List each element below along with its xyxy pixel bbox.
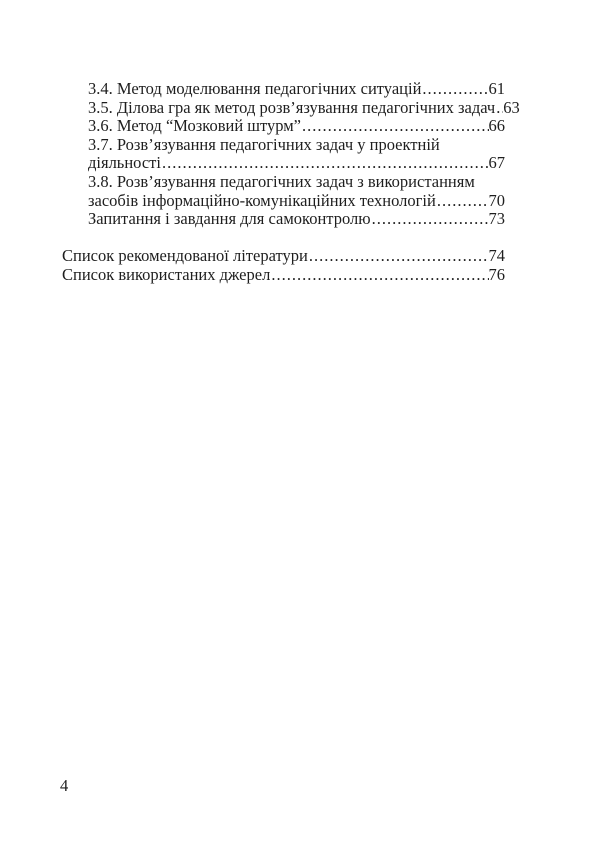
entry-page-number: 61	[488, 79, 505, 98]
entry-text: засобів інформаційно-комунікаційних технологій	[88, 190, 436, 210]
dot-leader	[436, 192, 489, 211]
entry-text: Запитання і завдання для самоконтролю	[88, 209, 371, 229]
entry-page-number: 74	[488, 246, 505, 266]
dot-leader	[301, 117, 488, 136]
toc-entry-recommended-literature	[62, 247, 505, 266]
entry-page-number: 63	[503, 97, 520, 117]
entry-text: 3.4. Метод моделювання педагогічних ситуацій	[88, 79, 422, 98]
toc-entry-3-4	[62, 80, 505, 99]
entry-text: Список використаних джерел	[62, 264, 271, 284]
entry-page-number: 70	[488, 190, 505, 210]
toc-entry-3-8-line-1	[62, 173, 505, 192]
dot-leader	[371, 210, 489, 229]
entry-page-number: 66	[488, 116, 505, 136]
entry-text: 3.7. Розв’язування педагогічних задач у проектній	[88, 134, 440, 154]
dot-leader	[161, 154, 489, 173]
entry-text: 3.6. Метод “Мозковий штурм”	[88, 116, 302, 136]
page-number: 4	[60, 776, 69, 795]
toc-entry-3-7-line-1	[62, 136, 505, 155]
table-of-contents	[62, 79, 520, 285]
toc-entry-references	[62, 266, 505, 285]
entry-page-number: 67	[488, 153, 505, 173]
dot-leader	[308, 247, 489, 266]
toc-entry-3-7-line-2	[62, 154, 505, 173]
entry-page-number: 73	[488, 209, 505, 229]
toc-entry-self-check-questions	[62, 210, 505, 229]
toc-entry-3-6	[62, 117, 505, 136]
entry-text: діяльності	[88, 153, 161, 173]
entry-text: Список рекомендованої літератури	[62, 246, 308, 266]
dot-leader	[495, 99, 503, 118]
toc-entry-3-5	[62, 97, 520, 118]
entry-text: 3.5. Ділова гра як метод розв’язування педагогічних задач	[88, 97, 496, 117]
entry-page-number: 76	[488, 264, 505, 284]
toc-entry-3-8-line-2	[62, 192, 505, 211]
dot-leader	[270, 266, 488, 285]
dot-leader	[421, 80, 488, 99]
entry-text: 3.8. Розв’язування педагогічних задач з використанням	[88, 171, 475, 191]
